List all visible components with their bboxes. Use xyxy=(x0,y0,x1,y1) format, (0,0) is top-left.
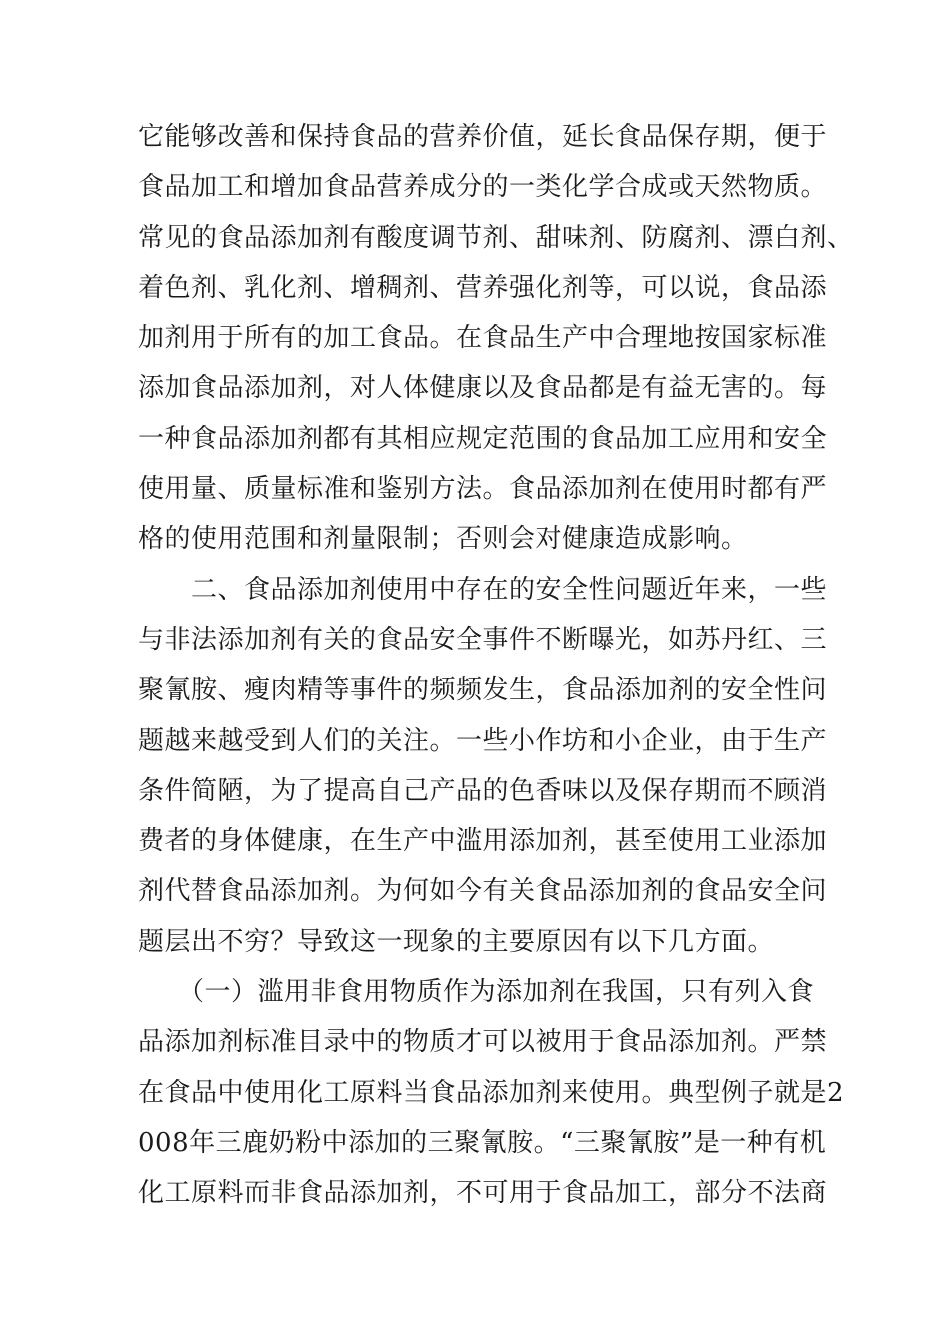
text-line: 常见的食品添加剂有酸度调节剂、甜味剂、防腐剂、漂白剂、 xyxy=(138,222,854,253)
text-line: 添加食品添加剂，对人体健康以及食品都是有益无害的。每 xyxy=(138,373,828,404)
body-text xyxy=(138,112,854,1219)
text-line: 在食品中使用化工原料当食品添加剂来使用。典型例子就是2 xyxy=(138,1077,845,1108)
text-line: 008年三鹿奶粉中添加的三聚氰胺。“三聚氰胺”是一种有机 xyxy=(138,1127,827,1158)
text-line: 化工原料而非食品添加剂，不可用于食品加工，部分不法商 xyxy=(138,1178,828,1209)
text-line: 加剂用于所有的加工食品。在食品生产中合理地按国家标准 xyxy=(138,323,828,354)
text-line: 一种食品添加剂都有其相应规定范围的食品加工应用和安全 xyxy=(138,423,828,454)
text-line: 费者的身体健康，在生产中滥用添加剂，甚至使用工业添加 xyxy=(138,826,828,857)
text-line: 使用量、质量标准和鉴别方法。食品添加剂在使用时都有严 xyxy=(138,474,828,505)
text-line: 聚氰胺、瘦肉精等事件的频频发生，食品添加剂的安全性问 xyxy=(138,675,828,706)
text-line: 条件简陋，为了提高自己产品的色香味以及保存期而不顾消 xyxy=(138,775,828,806)
text-line: 与非法添加剂有关的食品安全事件不断曝光，如苏丹红、三 xyxy=(138,624,828,655)
paragraph-start-line: （一）滥用非食用物质作为添加剂在我国，只有列入食 xyxy=(138,977,815,1008)
text-line: 食品加工和增加食品营养成分的一类化学合成或天然物质。 xyxy=(138,172,828,203)
text-line: 格的使用范围和剂量限制；否则会对健康造成影响。 xyxy=(138,524,748,555)
text-line: 题层出不穷？导致这一现象的主要原因有以下几方面。 xyxy=(138,926,775,957)
text-line: 题越来越受到人们的关注。一些小作坊和小企业，由于生产 xyxy=(138,725,828,756)
paragraph-start-line: 二、食品添加剂使用中存在的安全性问题近年来，一些 xyxy=(138,574,828,605)
text-line: 它能够改善和保持食品的营养价值，延长食品保存期，便于 xyxy=(138,122,828,152)
text-line: 剂代替食品添加剂。为何如今有关食品添加剂的食品安全问 xyxy=(138,876,828,907)
text-line: 着色剂、乳化剂、增稠剂、营养强化剂等，可以说，食品添 xyxy=(138,272,828,303)
text-line: 品添加剂标准目录中的物质才可以被用于食品添加剂。严禁 xyxy=(138,1027,828,1058)
